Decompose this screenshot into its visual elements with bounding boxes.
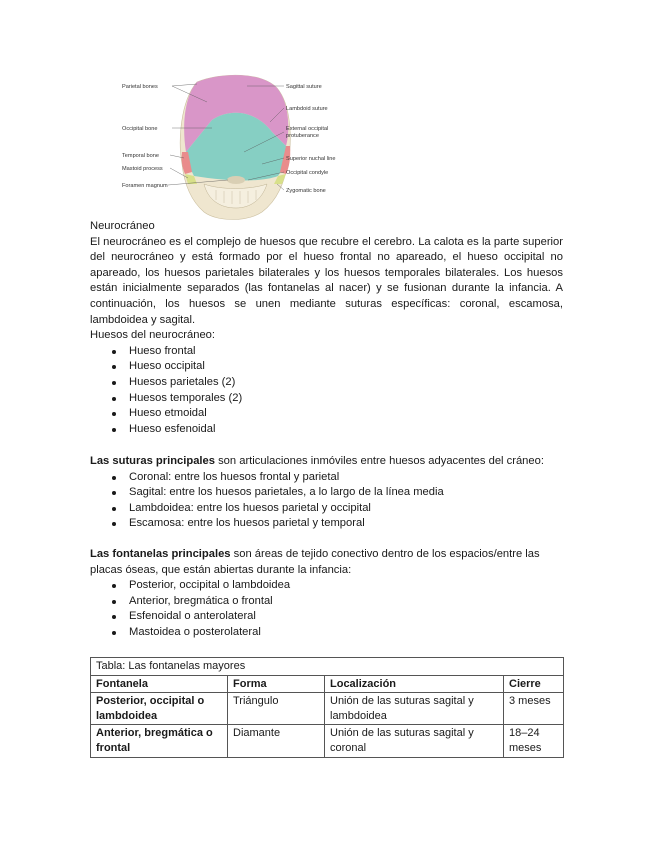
fontanelles-lead	[90, 547, 563, 578]
list-item: Lambdoidea: entre los huesos parietal y occipital	[90, 501, 563, 517]
sutures-lead-rest: son articulaciones inmóviles entre huesos adyacentes del cráneo:	[214, 455, 544, 467]
label-zygomatic-bone: Zygomatic bone	[286, 188, 326, 194]
skull-illustration	[112, 72, 362, 222]
list-item: Huesos parietales (2)	[90, 375, 563, 391]
label-foramen-magnum: Foramen magnum	[122, 183, 168, 189]
label-mastoid-process: Mastoid process	[122, 166, 163, 172]
cell-localizacion: Unión de las suturas sagital y lambdoidea	[325, 693, 504, 725]
fontanelles-list	[90, 578, 563, 640]
table-row	[91, 693, 564, 725]
list-item: Mastoidea o posterolateral	[90, 625, 563, 641]
sutures-list	[90, 470, 563, 532]
header-localizacion: Localización	[325, 675, 504, 693]
bones-heading: Huesos del neurocráneo:	[90, 329, 216, 342]
list-item: Sagital: entre los huesos parietales, a lo largo de la línea media	[90, 485, 563, 501]
skull-figure	[112, 72, 362, 222]
header-forma: Forma	[228, 675, 325, 693]
label-protuberance: protuberance	[286, 133, 319, 139]
list-item: Esfenoidal o anterolateral	[90, 609, 563, 625]
list-item: Hueso occipital	[90, 359, 563, 375]
foramen-magnum-shape	[227, 176, 245, 184]
label-external-occipital: External occipital	[286, 126, 329, 132]
list-item: Huesos temporales (2)	[90, 391, 563, 407]
table-header-row	[91, 675, 564, 693]
sutures-lead-bold: Las suturas principales	[90, 455, 215, 467]
list-item: Hueso esfenoidal	[90, 422, 563, 438]
cell-localizacion: Unión de las suturas sagital y coronal	[325, 725, 504, 757]
table-row	[91, 725, 564, 757]
label-occipital-bone: Occipital bone	[122, 126, 158, 132]
cell-cierre: 18–24 meses	[504, 725, 564, 757]
cell-fontanela: Posterior, occipital o lambdoidea	[91, 693, 228, 725]
cell-cierre: 3 meses	[504, 693, 564, 725]
fontanelles-section	[90, 547, 563, 641]
header-fontanela: Fontanela	[91, 675, 228, 693]
list-item: Anterior, bregmática o frontal	[90, 594, 563, 610]
cell-forma: Diamante	[228, 725, 325, 757]
fontanelles-lead-bold: Las fontanelas principales	[90, 548, 231, 560]
label-superior-nuchal-line: Superior nuchal line	[286, 156, 336, 162]
cell-fontanela: Anterior, bregmática o frontal	[91, 725, 228, 757]
list-item: Posterior, occipital o lambdoidea	[90, 578, 563, 594]
list-item: Hueso etmoidal	[90, 406, 563, 422]
list-item: Coronal: entre los huesos frontal y parietal	[90, 470, 563, 486]
label-occipital-condyle: Occipital condyle	[286, 170, 329, 176]
table-caption-row	[91, 658, 564, 676]
list-item: Hueso frontal	[90, 344, 563, 360]
sutures-section	[90, 454, 563, 532]
label-temporal-bone: Temporal bone	[122, 153, 160, 159]
section-title: Neurocráneo	[90, 220, 155, 232]
header-cierre: Cierre	[504, 675, 564, 693]
section-paragraph: El neurocráneo es el complejo de huesos que recubre el cerebro. La calota es la parte superior del neurocráneo y está formado por el hueso frontal no apareado, el hueso occipital no apareado, los huesos parietales bilaterales y los huesos temporales bilaterales. Los huesos están inicialmente separados (las fontanelas al nacer) y se fusionan durante la infancia. A continuación, los huesos se unen mediante suturas específicas: coronal, escamosa, lambdoidea y sagital.	[90, 235, 563, 326]
sutures-lead	[90, 454, 563, 470]
fontanelles-table	[90, 657, 564, 758]
fontanelles-lead-rest: son áreas de tejido conectivo dentro de los espacios/entre las placas óseas, que están abiertas durante la infancia:	[90, 548, 540, 576]
neurocranium-section	[90, 219, 563, 437]
list-item: Escamosa: entre los huesos parietal y temporal	[90, 516, 563, 532]
label-sagittal-suture: Sagittal suture	[286, 84, 322, 90]
cell-forma: Triángulo	[228, 693, 325, 725]
label-lambdoid-suture: Lambdoid suture	[286, 106, 328, 112]
bones-list	[90, 344, 563, 438]
table-caption: Tabla: Las fontanelas mayores	[91, 658, 564, 676]
label-parietal-bones: Parietal bones	[122, 84, 158, 90]
